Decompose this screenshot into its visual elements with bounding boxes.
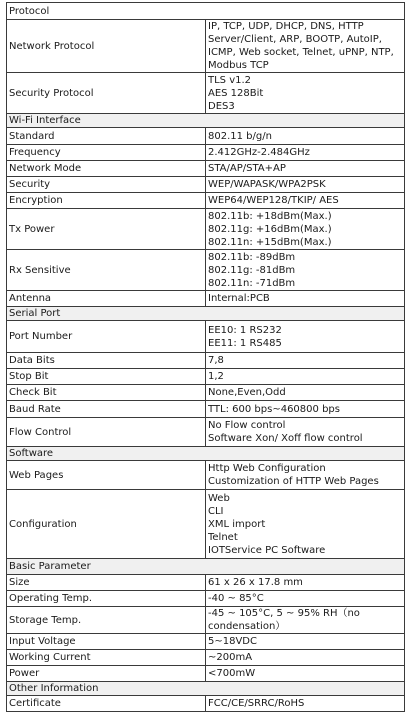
spec-value-line: IP, TCP, UDP, DHCP, DNS, HTTP Server/Client, ARP, BOOTP, AutoIP, ICMP, Web socket, Telnet, uPNP, NTP, Modbus TCP (208, 21, 394, 71)
spec-value (206, 177, 405, 193)
spec-value (206, 591, 405, 607)
spec-value (206, 128, 405, 145)
spec-value-line: CLI (208, 505, 224, 517)
spec-row (7, 128, 405, 145)
spec-row (7, 193, 405, 209)
spec-value-line: IOTService PC Software (208, 544, 326, 556)
spec-value-line: 802.11b: -89dBm (208, 251, 296, 263)
spec-value (206, 161, 405, 177)
spec-value-line: AES 128Bit (208, 87, 264, 99)
spec-value (206, 607, 405, 634)
spec-row (7, 250, 405, 291)
section-heading: Wi-Fi Interface (7, 114, 405, 128)
spec-value (206, 193, 405, 209)
section-heading: Basic Parameter (7, 559, 405, 575)
section-row (7, 559, 405, 575)
spec-label: Operating Temp. (7, 591, 206, 607)
spec-value (206, 73, 405, 114)
spec-row (7, 696, 405, 712)
spec-value (206, 650, 405, 666)
spec-value (206, 401, 405, 418)
spec-value-line: Software Xon/ Xoff flow control (208, 433, 363, 444)
spec-label: Input Voltage (7, 634, 206, 650)
spec-value (206, 575, 405, 591)
spec-label: Port Number (7, 321, 206, 353)
spec-value-line: TLS v1.2 (208, 74, 252, 86)
spec-label: Antenna (7, 291, 206, 307)
spec-row (7, 650, 405, 666)
spec-row (7, 461, 405, 490)
spec-row (7, 353, 405, 369)
spec-row (7, 20, 405, 73)
spec-value-line: WEP/WAPASK/WPA2PSK (208, 179, 326, 190)
spec-label: Power (7, 666, 206, 682)
spec-value-line: EE10: 1 RS232 (208, 324, 282, 336)
spec-table-body (7, 3, 405, 712)
spec-value-line: Telnet (208, 531, 238, 543)
spec-value-line: Web (208, 492, 230, 504)
spec-value-line: 802.11b: +18dBm(Max.) (208, 210, 332, 222)
spec-label: Working Current (7, 650, 206, 666)
spec-value-line: STA/AP/STA+AP (208, 163, 286, 174)
spec-label: Standard (7, 128, 206, 145)
spec-value-line: XML import (208, 518, 266, 530)
spec-label: Network Mode (7, 161, 206, 177)
spec-value-line: WEP64/WEP128/TKIP/ AES (208, 195, 339, 206)
spec-label: Security (7, 177, 206, 193)
spec-row (7, 177, 405, 193)
spec-value-line: 802.11n: -71dBm (208, 277, 296, 289)
spec-value-line: Internal:PCB (208, 293, 270, 304)
spec-row (7, 634, 405, 650)
spec-value-line: 61 x 26 x 17.8 mm (208, 577, 303, 588)
section-heading: Other Information (7, 682, 405, 696)
spec-label: Data Bits (7, 353, 206, 369)
spec-value (206, 209, 405, 250)
spec-value-line: None,Even,Odd (208, 387, 286, 398)
spec-value (206, 490, 405, 559)
spec-value-line: No Flow control (208, 420, 286, 431)
spec-label: Tx Power (7, 209, 206, 250)
section-row (7, 114, 405, 128)
spec-value-line: DES3 (208, 100, 235, 112)
spec-value-line: ~200mA (208, 652, 253, 663)
spec-value (206, 321, 405, 353)
spec-value (206, 666, 405, 682)
spec-value (206, 696, 405, 712)
spec-row (7, 73, 405, 114)
spec-row (7, 385, 405, 401)
spec-value-line: TTL: 600 bps~460800 bps (208, 403, 340, 415)
spec-value-line: -40 ~ 85°C (208, 593, 264, 604)
spec-value (206, 385, 405, 401)
spec-row (7, 369, 405, 385)
spec-row (7, 575, 405, 591)
spec-sheet (6, 2, 405, 712)
spec-row (7, 490, 405, 559)
spec-label: Security Protocol (7, 73, 206, 114)
spec-value-line: 802.11g: +16dBm(Max.) (208, 223, 332, 235)
section-heading: Software (7, 447, 405, 461)
spec-label: Frequency (7, 145, 206, 161)
spec-value-line: Customization of HTTP Web Pages (208, 476, 379, 487)
spec-label: Stop Bit (7, 369, 206, 385)
spec-label: Flow Control (7, 418, 206, 447)
spec-value-line: 802.11 b/g/n (208, 130, 272, 142)
spec-value-line: 1,2 (208, 371, 224, 382)
section-row (7, 682, 405, 696)
spec-label: Network Protocol (7, 20, 206, 73)
spec-value (206, 369, 405, 385)
spec-value-line: Http Web Configuration (208, 463, 326, 474)
spec-value (206, 250, 405, 291)
spec-value (206, 418, 405, 447)
spec-row (7, 607, 405, 634)
spec-label: Rx Sensitive (7, 250, 206, 291)
spec-value-line: 7,8 (208, 355, 224, 366)
spec-value-line: FCC/CE/SRRC/RoHS (208, 698, 305, 709)
spec-label: Baud Rate (7, 401, 206, 418)
spec-value-line: 5~18VDC (208, 636, 257, 647)
section-heading: Serial Port (7, 307, 405, 321)
spec-value-line: EE11: 1 RS485 (208, 337, 282, 349)
spec-value-line: 802.11n: +15dBm(Max.) (208, 236, 332, 248)
spec-value (206, 634, 405, 650)
spec-value (206, 353, 405, 369)
spec-row (7, 666, 405, 682)
spec-value (206, 461, 405, 490)
spec-label: Size (7, 575, 206, 591)
spec-label: Check Bit (7, 385, 206, 401)
spec-value-line: -45 ~ 105°C, 5 ~ 95% RH（no condensation） (208, 608, 360, 632)
spec-label: Encryption (7, 193, 206, 209)
spec-row (7, 161, 405, 177)
section-heading: Protocol (7, 3, 405, 20)
spec-value-line: 2.412GHz-2.484GHz (208, 147, 310, 158)
spec-row (7, 291, 405, 307)
spec-table (6, 2, 405, 712)
spec-label: Storage Temp. (7, 607, 206, 634)
spec-label: Web Pages (7, 461, 206, 490)
spec-row (7, 401, 405, 418)
spec-row (7, 321, 405, 353)
spec-label: Configuration (7, 490, 206, 559)
section-row (7, 307, 405, 321)
spec-value-line: 802.11g: -81dBm (208, 264, 296, 276)
spec-row (7, 209, 405, 250)
spec-value (206, 291, 405, 307)
spec-row (7, 145, 405, 161)
section-row (7, 3, 405, 20)
spec-label: Certificate (7, 696, 206, 712)
spec-value-line: <700mW (208, 668, 256, 679)
spec-value (206, 20, 405, 73)
spec-row (7, 418, 405, 447)
spec-value (206, 145, 405, 161)
section-row (7, 447, 405, 461)
spec-row (7, 591, 405, 607)
